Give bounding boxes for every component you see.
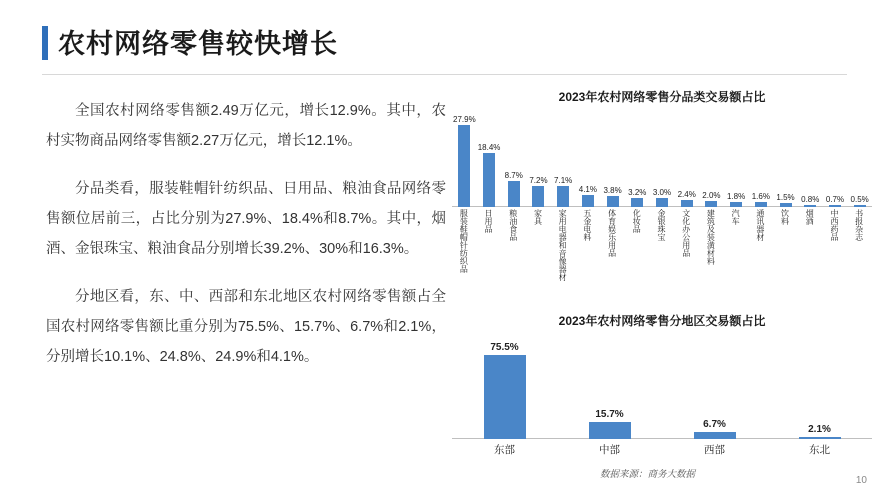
title-accent-bar [42, 26, 48, 60]
bar-category-8 [652, 188, 672, 207]
bar-value-label: 18.4% [477, 142, 501, 152]
category-label: 烟酒 [805, 209, 815, 225]
bar-region-2 [694, 418, 736, 439]
body-text [46, 96, 446, 390]
bar-value-label: 3.0% [652, 188, 672, 198]
category-label: 文化办公用品 [681, 209, 691, 257]
chart-region-share-title: 2023年农村网络零售分地区交易额占比 [558, 314, 766, 328]
category-label: 书报杂志 [854, 209, 864, 241]
bar-value-label: 3.8% [603, 185, 622, 195]
bar-category-7 [628, 187, 647, 207]
chart-region-share-xlabels [452, 439, 872, 457]
bar-rect [483, 153, 495, 207]
title-divider [42, 74, 847, 75]
chart-category-share-title: 2023年农村网络零售分品类交易额占比 [558, 90, 766, 104]
bar-value-label: 1.6% [751, 192, 770, 202]
bar-value-label: 6.7% [703, 418, 726, 430]
bar-value-label: 1.5% [776, 192, 795, 202]
bar-value-label: 1.8% [726, 191, 746, 201]
region-label: 西部 [704, 444, 725, 456]
category-label: 汽车 [731, 209, 741, 225]
bar-rect [694, 432, 736, 439]
bar-category-6 [603, 185, 622, 207]
chart-category-share [452, 88, 872, 281]
bar-rect [681, 200, 693, 207]
bar-value-label: 2.1% [808, 423, 831, 435]
bar-region-1 [589, 408, 631, 439]
bar-rect [631, 198, 643, 207]
bar-value-label: 7.2% [529, 175, 548, 185]
paragraph-3: 分地区看，东、中、西部和东北地区农村网络零售额占全国农村网络零售额比重分别为75.5%、15.7%、6.7%和2.1%，分别增长10.1%、24.8%、24.9%和4.1%。 [46, 289, 446, 365]
bar-rect [557, 186, 569, 207]
bar-value-label: 15.7% [595, 408, 624, 420]
category-label: 饮料 [780, 209, 790, 225]
bar-rect [532, 186, 544, 207]
category-label: 通讯器材 [755, 209, 765, 241]
category-label: 中西药品 [829, 209, 839, 241]
bar-value-label: 4.1% [578, 184, 597, 194]
bar-value-label: 27.9% [453, 115, 476, 124]
bar-rect [582, 195, 594, 207]
category-label: 日用品 [484, 209, 494, 233]
bar-category-3 [529, 175, 548, 207]
category-label: 服装鞋帽针纺织品 [459, 209, 469, 273]
source-note: 数据来源：商务大数据 [600, 469, 696, 480]
category-label: 粮油食品 [508, 209, 518, 241]
bar-category-2 [504, 171, 523, 207]
bar-value-label: 2.4% [677, 189, 696, 199]
category-label: 五金电料 [582, 209, 592, 241]
bar-category-5 [578, 184, 597, 207]
chart-category-share-plot [452, 111, 872, 207]
bar-category-9 [677, 189, 696, 207]
region-label: 东北 [809, 444, 830, 456]
bar-category-4 [554, 176, 573, 207]
bar-value-label: 2.0% [702, 191, 721, 201]
region-label: 东部 [494, 444, 515, 456]
chart-region-share-plot [452, 339, 872, 439]
chart-region-share [452, 312, 872, 462]
bar-value-label: 75.5% [490, 342, 519, 353]
region-label: 中部 [599, 444, 620, 456]
paragraph-1: 全国农村网络零售额2.49万亿元，增长12.9%。其中，农村实物商品网络零售额2.27万亿元，增长12.1%。 [46, 103, 446, 149]
page-title: 农村网络零售较快增长 [58, 29, 338, 59]
bar-rect [484, 355, 526, 439]
bar-value-label: 8.7% [504, 171, 523, 181]
category-label: 家用电器和音像器材 [558, 209, 568, 281]
category-label: 化妆品 [632, 209, 642, 233]
bar-rect [458, 125, 470, 207]
bar-rect [656, 198, 668, 207]
bar-rect [607, 196, 619, 207]
bar-value-label: 7.1% [554, 176, 573, 186]
paragraph-2: 分品类看，服装鞋帽针纺织品、日用品、粮油食品网络零售额位居前三，占比分别为27.9%、18.4%和8.7%。其中，烟酒、金银珠宝、粮油食品分别增长39.2%、30%和16.3%。 [46, 181, 446, 257]
bar-value-label: 0.8% [801, 194, 820, 204]
bar-value-label: 0.5% [850, 195, 869, 204]
bar-category-0 [453, 115, 476, 207]
bar-region-0 [484, 342, 526, 439]
bar-category-1 [477, 142, 501, 207]
bar-value-label: 3.2% [628, 187, 647, 197]
bar-value-label: 0.7% [825, 194, 845, 204]
bar-rect [589, 422, 631, 439]
bar-rect [508, 181, 520, 207]
category-label: 家具 [533, 209, 543, 225]
category-label: 体育娱乐用品 [607, 209, 617, 257]
category-label: 建筑及装潢材料 [706, 209, 716, 265]
chart-category-share-xlabels [452, 207, 872, 285]
page-number: 10 [855, 475, 867, 486]
category-label: 金银珠宝 [657, 209, 666, 241]
